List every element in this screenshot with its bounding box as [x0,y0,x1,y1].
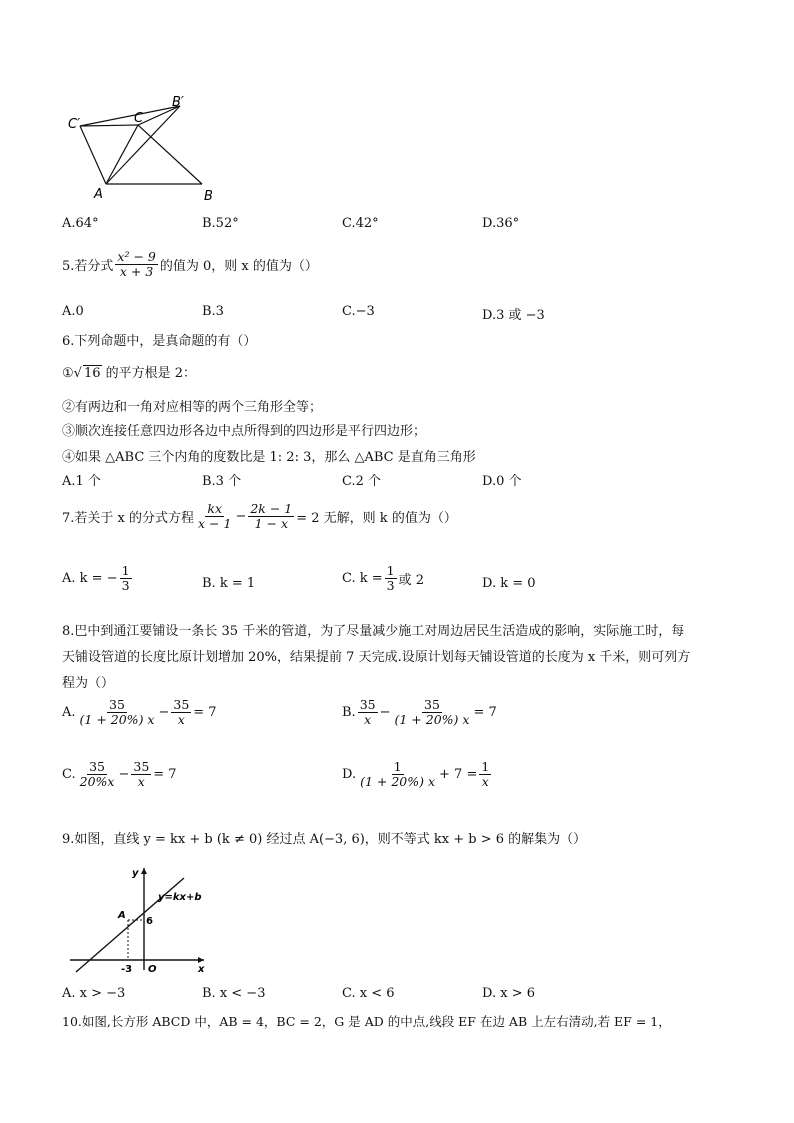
q6-s1-marker: ① [62,366,74,381]
q7-suffix: = 2 无解，则 k 的值为（） [296,511,457,527]
q6-statement-1 [62,362,196,381]
q9-option-a[interactable]: A. x > −3 [62,986,126,1001]
q6-statement-2: ②有两边和一角对应相等的两个三角形全等； [62,400,323,415]
q8-c-f2-num: 35 [133,759,150,774]
q8-line-3: 程为（） [62,676,115,691]
q7-opt-a-frac [120,564,132,594]
label-x: x [198,964,205,974]
q7-opt-c-post: 或 2 [398,573,425,589]
q9-option-b[interactable]: B. x < −3 [202,986,266,1001]
label-a: A [94,187,103,202]
q6-option-d[interactable]: D.0 个 [482,474,522,489]
label-neg3: -3 [121,964,133,974]
q8-a-op: − [158,705,170,721]
q8-d-f1-den: (1 + 20%) x [360,774,436,790]
label-line: y=kx+b [158,892,202,903]
q7-stem [62,502,457,532]
q4-option-c[interactable]: C.42° [342,216,379,231]
q8-option-a[interactable] [62,698,217,728]
q8-option-c[interactable] [62,760,177,790]
q8-b-op: − [379,705,391,721]
q8-a-label: A. [62,705,76,721]
label-y: y [132,868,139,879]
q8-d-label: D. [342,767,357,783]
q8-b-rhs: = 7 [473,705,497,721]
q6-stem: 6.下列命题中，是真命题的有（） [62,334,257,349]
q5-stem [62,250,318,280]
q10-line-1: 10.如图,长方形 ABCD 中，AB = 4，BC = 2，G 是 AD 的中点,线段 EF 在边 AB 上左右清动,若 EF = 1， [62,1014,671,1029]
q8-b-f1-den: x [364,712,372,728]
sqrt-symbol: √ [73,366,82,381]
q8-a-f2-num: 35 [173,697,190,712]
q7-f2-den: 1 − x [254,516,289,532]
q7-opt-c-den: 3 [386,578,395,594]
q8-a-f1-den: (1 + 20%) x [79,712,155,728]
q8-d-op: + 7 = [439,767,478,783]
q4-option-a[interactable]: A.64° [62,216,99,231]
q7-opt-c-text: C. k = [342,571,383,587]
q8-c-f1-num: 35 [89,759,105,774]
q7-option-a[interactable] [62,564,134,594]
q7-opt-c-num: 1 [386,563,395,578]
q6-option-b[interactable]: B.3 个 [202,474,242,489]
q8-a-f1-num: 35 [109,697,125,712]
q8-line-1: 8.巴中到通江要铺设一条长 35 千米的管道，为了尽量减少施工对周边居民生活造成的影响，实际施工时，每 [62,624,685,639]
triangle-rotation-figure [62,88,232,208]
q6-option-a[interactable]: A.1 个 [62,474,101,489]
q8-d-f1-num: 1 [393,759,402,774]
q7-fraction-2 [248,502,294,532]
label-a: A [118,910,126,921]
q7-fraction-1 [196,502,233,532]
q7-opt-a-text: A. k = − [62,571,118,587]
label-b: B [204,189,213,204]
q7-opt-c-frac [385,564,397,594]
q8-c-op: − [118,767,130,783]
q7-option-d[interactable]: D. k = 0 [482,576,536,591]
q8-a-rhs: = 7 [193,705,217,721]
label-origin: O [148,964,157,974]
q8-a-f2-den: x [177,712,185,728]
q4-option-d[interactable]: D.36° [482,216,520,231]
q5-option-b[interactable]: B.3 [202,304,224,319]
q9-option-d[interactable]: D. x > 6 [482,986,535,1001]
label-six: 6 [146,916,153,927]
q5-frac-den: x + 3 [119,264,154,280]
q8-b-f1-num: 35 [359,697,376,712]
q5-option-a[interactable]: A.0 [62,304,84,319]
q5-option-d[interactable]: D.3 或 −3 [482,308,545,323]
q8-c-rhs: = 7 [153,767,177,783]
q8-c-f1-den: 20%x [79,774,115,790]
q5-fraction [115,250,157,280]
q5-frac-num: x² − 9 [117,249,156,264]
q7-f1-den: x − 1 [198,516,232,532]
q9-stem: 9.如图，直线 y = kx + b (k ≠ 0) 经过点 A(−3, 6)，则不等式 kx + b > 6 的解集为（） [62,832,587,847]
label-b-prime: B′ [172,95,184,110]
q7-opt-a-den: 3 [121,578,130,594]
q6-statement-4: ④如果 △ABC 三个内角的度数比是 1: 2: 3，那么 △ABC 是直角三角形 [62,450,476,465]
q7-option-c[interactable] [342,564,424,594]
q6-s1-text: 的平方根是 2： [105,366,197,381]
q6-s1-radicand: 16 [83,366,101,381]
q5-suffix: 的值为 0，则 x 的值为（） [159,259,318,275]
q8-b-f2-den: (1 + 20%) x [394,712,470,728]
label-c: C [134,111,144,126]
q5-option-c[interactable]: C.−3 [342,304,375,319]
linear-function-graph [62,862,212,974]
q7-prefix: 7.若关于 x 的分式方程 [62,511,194,527]
q6-option-c[interactable]: C.2 个 [342,474,382,489]
q7-option-b[interactable]: B. k = 1 [202,576,256,591]
q8-b-f2-num: 35 [424,697,440,712]
q5-prefix: 5.若分式 [62,259,114,275]
q8-option-d[interactable] [342,760,493,790]
q4-option-b[interactable]: B.52° [202,216,239,231]
q8-c-label: C. [62,767,76,783]
q7-f2-num: 2k − 1 [250,501,293,516]
q8-c-f2-den: x [137,774,145,790]
q9-option-c[interactable]: C. x < 6 [342,986,395,1001]
q8-d-f2-num: 1 [481,759,490,774]
q6-statement-3: ③顺次连接任意四边形各边中点所得到的四边形是平行四边形； [62,424,427,439]
q8-line-2: 天铺设管道的长度比原计划增加 20%，结果提前 7 天完成.设原计划每天铺设管道的长度为 x 千米，则可列方 [62,650,691,665]
q7-opt-a-num: 1 [121,563,130,578]
q8-b-label: B. [342,705,356,721]
q8-option-b[interactable] [342,698,497,728]
q7-minus: − [235,509,247,525]
label-c-prime: C′ [68,117,81,132]
q8-d-f2-den: x [481,774,489,790]
q7-f1-num: kx [207,501,223,516]
